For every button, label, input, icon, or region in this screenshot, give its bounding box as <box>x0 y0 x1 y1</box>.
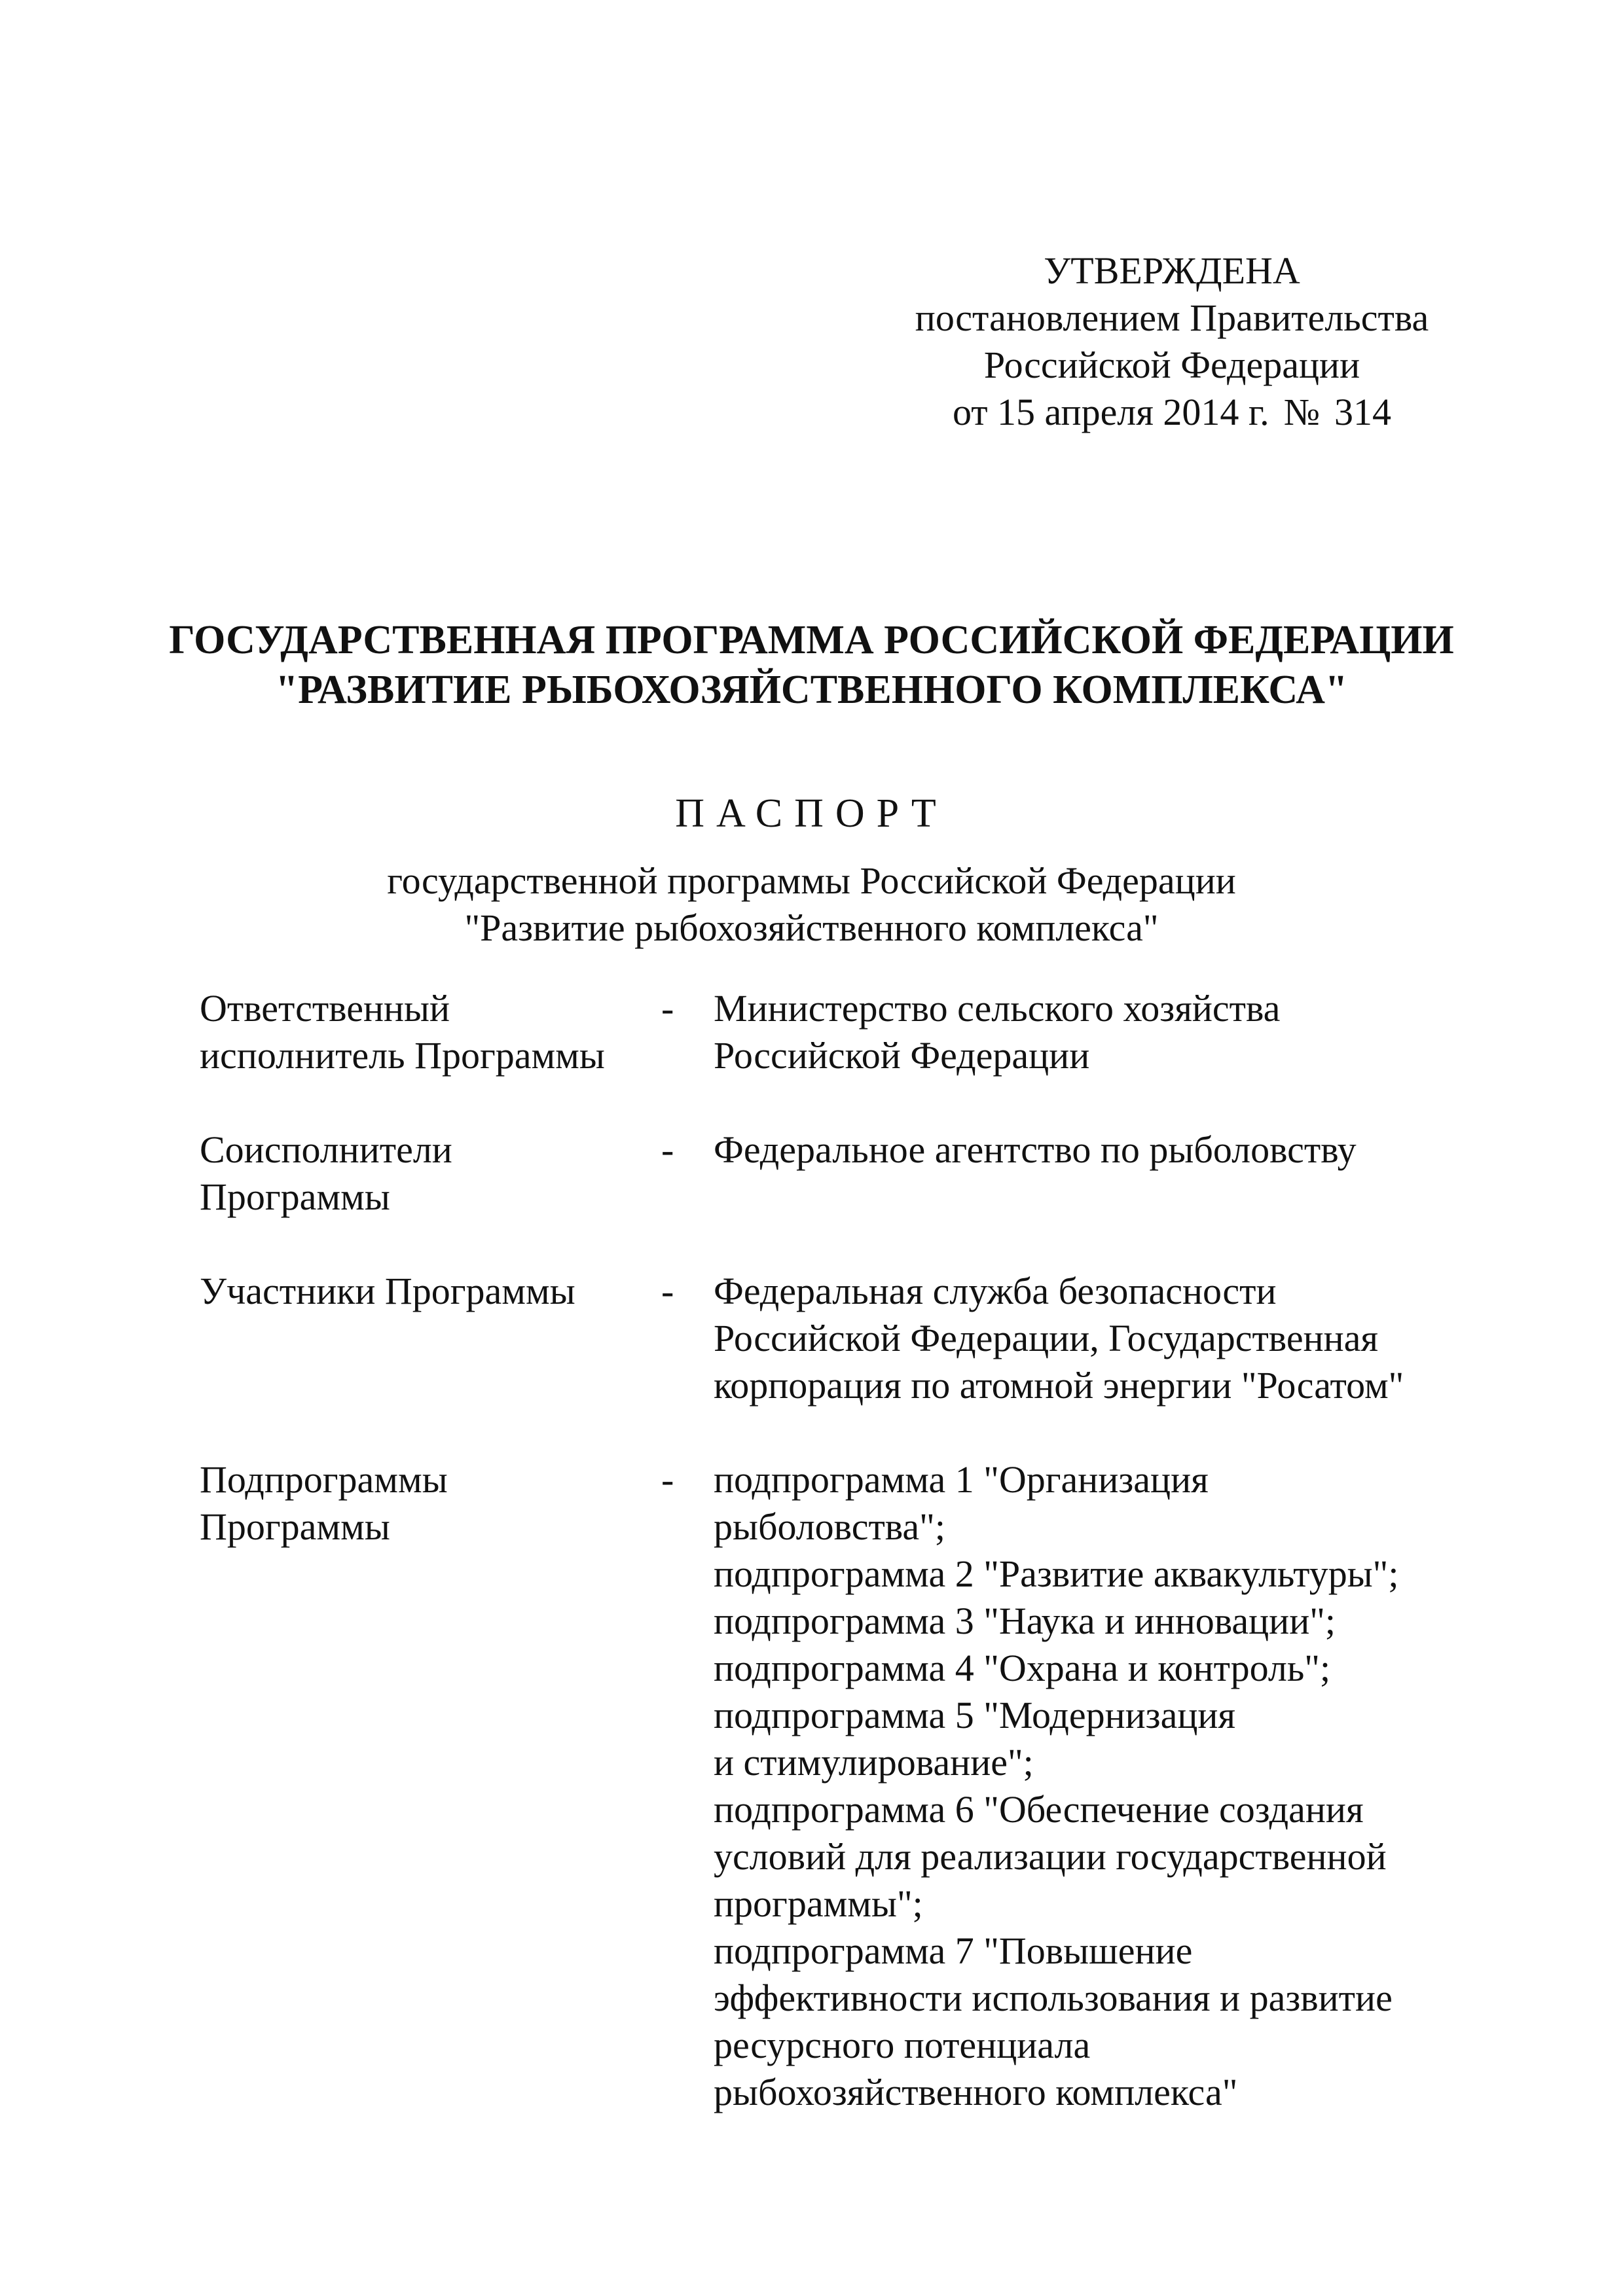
row-label <box>200 1456 658 1551</box>
number-sign: № <box>1283 391 1321 433</box>
passport-heading: ПАСПОРТ <box>675 791 948 836</box>
row-separator: - <box>661 987 674 1030</box>
row-value-line: подпрограмма 3 "Наука и инновации"; <box>714 1600 1336 1642</box>
row-label-line: Ответственный <box>200 987 450 1030</box>
passport-subtitle-line-1: государственной программы Российской Федерации <box>387 859 1236 902</box>
program-title-line-2: "РАЗВИТИЕ РЫБОХОЗЯЙСТВЕННОГО КОМПЛЕКСА" <box>275 668 1348 712</box>
row-value-line: подпрограмма 6 "Обеспечение создания <box>714 1788 1364 1831</box>
approval-title: УТВЕРЖДЕНА <box>1044 249 1300 292</box>
row-separator: - <box>661 1128 674 1171</box>
row-value-line: программы"; <box>714 1882 923 1925</box>
row-value-line: Российской Федерации, Государственная <box>714 1317 1379 1359</box>
row-label <box>200 1126 658 1221</box>
approval-date: от 15 апреля 2014 г. <box>952 391 1269 433</box>
row-label <box>200 985 658 1079</box>
passport-subtitle-line-2: "Развитие рыбохозяйственного комплекса" <box>464 906 1159 949</box>
row-value-line: условий для реализации государственной <box>714 1835 1387 1878</box>
row-value-line: корпорация по атомной энергии "Росатом" <box>714 1364 1404 1407</box>
row-label-line: Соисполнители <box>200 1128 452 1171</box>
row-value <box>714 985 1457 1079</box>
approval-date-line <box>877 389 1467 436</box>
passport-subtitle <box>131 857 1492 952</box>
row-value-line: подпрограмма 1 "Организация <box>714 1458 1209 1501</box>
row-label-line: Подпрограммы <box>200 1458 448 1501</box>
passport-row-participants <box>200 1268 1457 1409</box>
row-value <box>714 1456 1457 2116</box>
approval-number: 314 <box>1334 391 1392 433</box>
row-separator: - <box>661 1270 674 1312</box>
row-value-line: эффективности использования и развитие <box>714 1977 1393 2019</box>
approval-line-1: постановлением Правительства <box>915 296 1429 339</box>
row-value-line: Федеральное агентство по рыболовству <box>714 1128 1357 1171</box>
row-value-line: подпрограмма 5 "Модернизация <box>714 1694 1236 1736</box>
passport-row-responsible <box>200 985 1457 1079</box>
row-value-line: и стимулирование"; <box>714 1741 1034 1784</box>
row-value-line: Российской Федерации <box>714 1034 1090 1077</box>
row-value-line: рыболовства"; <box>714 1505 945 1548</box>
approval-stamp <box>877 247 1467 436</box>
row-label <box>200 1268 658 1315</box>
row-label-line: исполнитель Программы <box>200 1034 605 1077</box>
row-value-line: подпрограмма 4 "Охрана и контроль"; <box>714 1647 1331 1689</box>
program-title <box>131 615 1492 715</box>
passport-row-coexecutors <box>200 1126 1457 1221</box>
row-label-line: Программы <box>200 1505 390 1548</box>
row-value <box>714 1126 1457 1174</box>
row-separator: - <box>661 1458 674 1501</box>
row-value <box>714 1268 1457 1409</box>
program-title-line-1: ГОСУДАРСТВЕННАЯ ПРОГРАММА РОССИЙСКОЙ ФЕДЕРАЦИИ <box>169 618 1454 662</box>
row-value-line: Министерство сельского хозяйства <box>714 987 1281 1030</box>
row-label-line: Программы <box>200 1175 390 1218</box>
passport-row-subprograms <box>200 1456 1457 2116</box>
row-value-line: Федеральная служба безопасности <box>714 1270 1277 1312</box>
passport-table <box>200 985 1457 2116</box>
row-value-line: ресурсного потенциала <box>714 2024 1091 2066</box>
row-value-line: подпрограмма 7 "Повышение <box>714 1929 1193 1972</box>
row-value-line: подпрограмма 2 "Развитие аквакультуры"; <box>714 1552 1399 1595</box>
row-value-line: рыбохозяйственного комплекса" <box>714 2071 1238 2113</box>
row-label-line: Участники Программы <box>200 1270 575 1312</box>
approval-line-2: Российской Федерации <box>983 344 1360 386</box>
